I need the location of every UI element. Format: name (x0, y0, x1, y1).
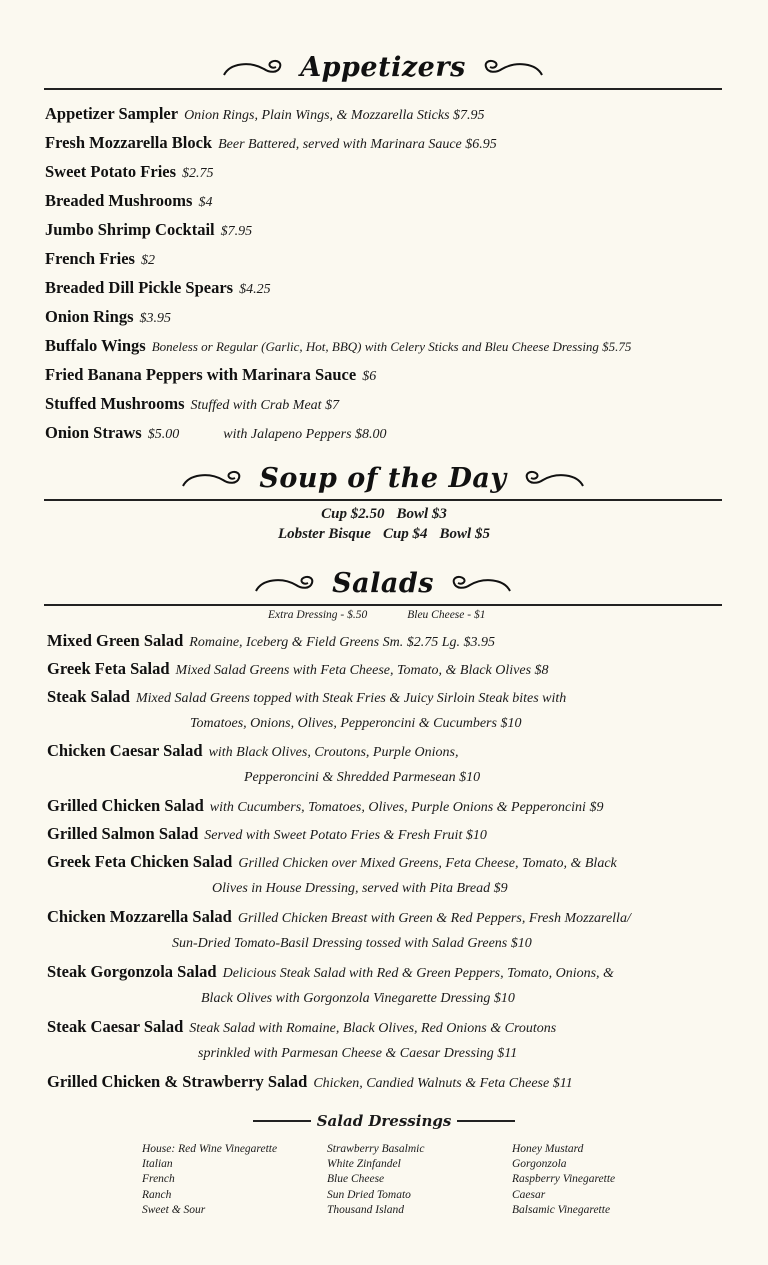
item-name: Steak Gorgonzola Salad (47, 962, 217, 981)
item-description: Delicious Steak Salad with Red & Green Peppers, Tomato, Onions, & (222, 966, 614, 981)
dressings-title: Salad Dressings (316, 1112, 452, 1130)
soup-rule (44, 499, 722, 501)
dressing-option: Gorgonzola (512, 1158, 567, 1171)
dressing-option: Sweet & Sour (142, 1203, 206, 1216)
salads-title: Salads (332, 568, 434, 599)
item-description-continued: Sun-Dried Tomato-Basil Dressing tossed with Salad Greens $10 (172, 936, 532, 951)
item-description: Chicken, Candied Walnuts & Feta Cheese $11 (313, 1076, 573, 1091)
soup-heading (44, 463, 722, 495)
bleu-cheese-price: Bleu Cheese - $1 (407, 609, 486, 621)
item-name: Onion Straws (45, 423, 142, 442)
item-description: Grilled Chicken over Mixed Greens, Feta Cheese, Tomato, & Black (238, 856, 617, 871)
item-name: Grilled Chicken Salad (47, 796, 204, 815)
item-description: Served with Sweet Potato Fries & Fresh Fruit $10 (204, 828, 487, 843)
item-name: Fried Banana Peppers with Marinara Sauce (45, 365, 357, 384)
dressing-option: Caesar (512, 1188, 546, 1201)
salad-item (47, 852, 617, 874)
appetizer-item (45, 336, 631, 357)
salad-item (47, 907, 631, 929)
item-description: Onion Rings, Plain Wings, & Mozzarella Sticks $7.95 (184, 108, 485, 123)
item-description: $3.95 (139, 311, 171, 326)
item-description: Mixed Salad Greens with Feta Cheese, Tomato, & Black Olives $8 (175, 663, 549, 678)
appetizer-item (45, 220, 252, 242)
item-name: Sweet Potato Fries (45, 162, 177, 181)
item-description: Stuffed with Crab Meat $7 (190, 398, 340, 413)
item-description-continued: Olives in House Dressing, served with Pita Bread $9 (212, 881, 508, 896)
appetizer-item (45, 278, 271, 300)
dressing-option: White Zinfandel (327, 1158, 401, 1171)
item-description-continued: sprinkled with Parmesan Cheese & Caesar Dressing $11 (198, 1046, 518, 1061)
bisque-cup-price: Cup $4 (382, 526, 428, 542)
item-name: Mixed Green Salad (47, 631, 184, 650)
left-swirl-ornament (220, 57, 292, 79)
item-name: Greek Feta Chicken Salad (47, 852, 233, 871)
item-name: Stuffed Mushrooms (45, 394, 185, 413)
lobster-bisque-label: Lobster Bisque (278, 526, 371, 542)
item-description: $4 (198, 195, 213, 210)
appetizer-item (45, 162, 214, 184)
item-name: Jumbo Shrimp Cocktail (45, 220, 215, 239)
salad-item (47, 687, 566, 709)
left-swirl-ornament (179, 468, 251, 490)
item-description: $4.25 (239, 282, 271, 297)
item-description: Grilled Chicken Breast with Green & Red Peppers, Fresh Mozzarella/ (237, 911, 631, 926)
item-name: Appetizer Sampler (45, 104, 179, 123)
item-name: Chicken Mozzarella Salad (47, 907, 232, 926)
salad-extras (268, 609, 485, 621)
item-name: Steak Salad (47, 687, 130, 706)
item-extra-option: with Jalapeno Peppers $8.00 (223, 427, 387, 442)
soup-prices (0, 506, 768, 523)
salad-item (47, 741, 458, 763)
item-description-continued: Pepperoncini & Shredded Parmesean $10 (244, 770, 481, 785)
item-description: Mixed Salad Greens topped with Steak Fries & Juicy Sirloin Steak bites with (135, 691, 567, 706)
appetizers-rule (44, 88, 722, 90)
salad-item (47, 1017, 556, 1039)
salad-item (47, 1072, 573, 1094)
item-description: $7.95 (220, 224, 253, 239)
extra-dressing-price: Extra Dressing - $.50 (268, 609, 368, 621)
dressings-column-3 (512, 1142, 615, 1218)
item-description: with Cucumbers, Tomatoes, Olives, Purple Onions & Pepperoncini $9 (209, 800, 604, 815)
right-swirl-ornament (442, 573, 514, 595)
lobster-bisque-prices (0, 526, 768, 543)
dressing-option: Balsamic Vinegarette (512, 1203, 611, 1216)
salad-item (47, 796, 603, 818)
item-description: Steak Salad with Romaine, Black Olives, Red Onions & Croutons (189, 1021, 557, 1036)
dressing-option: Sun Dried Tomato (327, 1188, 411, 1201)
salad-item (47, 824, 487, 846)
item-description: Boneless or Regular (Garlic, Hot, BBQ) with Celery Sticks and Bleu Cheese Dressing $5.75 (151, 339, 632, 354)
item-name: Grilled Salmon Salad (47, 824, 199, 843)
dressing-option: Blue Cheese (327, 1173, 385, 1186)
item-description-continued: Tomatoes, Onions, Olives, Pepperoncini & Cucumbers $10 (190, 716, 522, 731)
item-name: Greek Feta Salad (47, 659, 170, 678)
item-description-continued: Black Olives with Gorgonzola Vinegarette Dressing $10 (201, 991, 515, 1006)
item-name: Steak Caesar Salad (47, 1017, 184, 1036)
dressing-option: Thousand Island (327, 1203, 404, 1216)
item-description: $2 (140, 253, 155, 268)
appetizer-item (45, 423, 387, 445)
salads-heading (44, 568, 722, 600)
item-name: Chicken Caesar Salad (47, 741, 203, 760)
item-name: Breaded Mushrooms (45, 191, 193, 210)
dressings-column-1 (142, 1142, 277, 1218)
right-swirl-ornament (474, 57, 546, 79)
appetizers-title: Appetizers (300, 52, 466, 83)
appetizer-item (45, 133, 497, 155)
dressings-column-2 (327, 1142, 424, 1218)
dressing-option: Strawberry Basalmic (327, 1143, 425, 1155)
appetizer-item (45, 191, 212, 213)
appetizer-item (45, 104, 485, 126)
item-description: $6 (362, 369, 377, 384)
item-description: Romaine, Iceberg & Field Greens Sm. $2.75 Lg. $3.95 (189, 635, 496, 650)
bisque-bowl-price: Bowl $5 (439, 526, 490, 542)
salad-item (47, 659, 549, 681)
appetizer-item (45, 365, 376, 387)
dressing-option: Honey Mustard (512, 1143, 584, 1155)
item-name: French Fries (45, 249, 135, 268)
soup-bowl-price: Bowl $3 (396, 506, 447, 522)
dressing-option: Italian (142, 1158, 173, 1171)
soup-cup-price: Cup $2.50 (321, 506, 385, 522)
salad-item (47, 631, 495, 653)
dressing-option: Raspberry Vinegarette (512, 1173, 616, 1186)
dressing-option: Ranch (142, 1188, 172, 1201)
right-swirl-ornament (515, 468, 587, 490)
dressings-heading (0, 1112, 768, 1130)
appetizer-item (45, 394, 339, 416)
dressing-option: House: Red Wine Vinegarette (142, 1143, 278, 1155)
item-name: Breaded Dill Pickle Spears (45, 278, 234, 297)
salads-rule (44, 604, 722, 606)
soup-title: Soup of the Day (259, 463, 507, 494)
dressings-right-rule (457, 1120, 515, 1121)
salad-item (47, 962, 614, 984)
item-description: $2.75 (182, 166, 214, 181)
item-name: Fresh Mozzarella Block (45, 133, 213, 152)
item-description: $5.00 (147, 427, 180, 442)
item-name: Onion Rings (45, 307, 134, 326)
item-name: Grilled Chicken & Strawberry Salad (47, 1072, 308, 1091)
dressing-option: French (142, 1173, 175, 1186)
dressings-left-rule (253, 1120, 311, 1121)
appetizer-item (45, 249, 155, 271)
item-description: with Black Olives, Croutons, Purple Onions, (208, 745, 459, 760)
appetizer-item (45, 307, 171, 329)
appetizers-heading (44, 52, 722, 84)
item-name: Buffalo Wings (45, 336, 146, 355)
left-swirl-ornament (252, 573, 324, 595)
item-description: Beer Battered, served with Marinara Sauce $6.95 (218, 137, 497, 152)
